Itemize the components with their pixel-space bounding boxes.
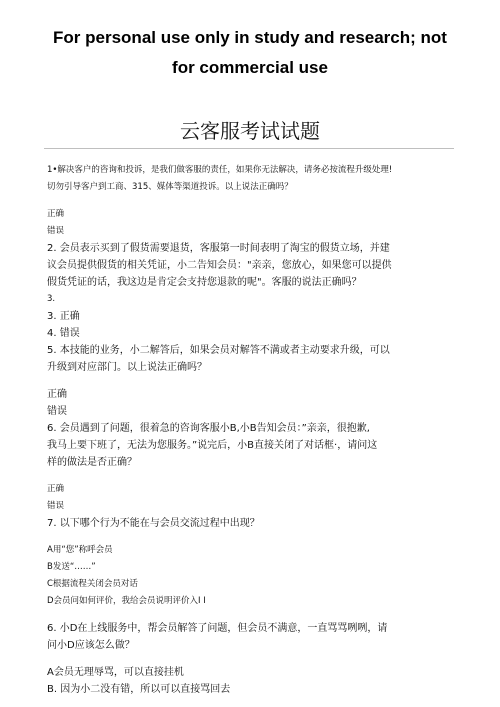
answer-option: 正确 bbox=[47, 484, 65, 494]
question-5-line-1: 5. 本技能的业务，小二解答后，如果会员对解答不满或者主动要求升级，可以 bbox=[47, 345, 390, 356]
answer-option: 错误 bbox=[47, 406, 67, 417]
question-2-line-2: 议会员提供假货的相关凭证，小二告知会员："亲亲，您放心，如果您可以提供 bbox=[47, 260, 392, 271]
question-body bbox=[47, 162, 459, 698]
answer-option: 正确 bbox=[47, 389, 67, 400]
watermark-line-1: For personal use only in study and research; not bbox=[53, 28, 447, 47]
question-1-line-2: 切勿引导客户到工商、315、媒体等渠道投诉。以上说法正确吗？ bbox=[47, 182, 293, 192]
list-item: 3. 正确 bbox=[47, 311, 80, 322]
question-8-line-1: 6. 小D在上线服务中，帮会员解答了问题，但会员不满意，一直骂骂咧咧，请 bbox=[47, 623, 388, 634]
list-item: 3. bbox=[47, 294, 56, 304]
question-2-line-3: 假货凭证的话，我这边是肯定会支持您退款的呢"。客服的说法正确吗？ bbox=[47, 277, 362, 288]
watermark-line-2: for commercial use bbox=[172, 58, 328, 77]
question-1-line-1: 1•解决客户的咨询和投诉，是我们做客服的责任，如果你无法解决，请务必按流程升级处理! bbox=[47, 165, 393, 175]
choice-a: A用“您”称呼会员 bbox=[47, 545, 113, 555]
answer-option: 错误 bbox=[47, 226, 65, 236]
answer-option: 错误 bbox=[47, 501, 65, 511]
answer-option: 正确 bbox=[47, 209, 65, 219]
question-2-line-1: 2. 会员表示买到了假货需要退货，客服第一时间表明了淘宝的假货立场，并建 bbox=[47, 243, 390, 254]
choice-a: A会员无理辱骂，可以直接挂机 bbox=[47, 667, 184, 678]
question-6-line-2: 我马上要下班了，无法为您服务。”说完后，小B直接关闭了对话框·，请问这 bbox=[47, 440, 378, 451]
question-6-line-1: 6. 会员遇到了问题，很着急的咨询客服小B,小B告知会员：”亲亲，很抱歉, bbox=[47, 423, 370, 434]
choice-b: B发送“……” bbox=[47, 562, 96, 572]
question-8-line-2: 问小D应该怎么做？ bbox=[47, 640, 135, 651]
choice-d: D会员问如何评价，我给会员说明评价入I I bbox=[47, 596, 206, 606]
question-6-line-3: 样的做法是否正确？ bbox=[47, 457, 137, 468]
choice-c: C根据流程关闭会员对话 bbox=[47, 579, 138, 589]
question-5-line-2: 升级到对应部门。以上说法正确吗？ bbox=[47, 362, 207, 373]
title-divider bbox=[44, 148, 454, 149]
document-title: 云客服考试试题 bbox=[180, 119, 320, 143]
choice-b: B. 因为小二没有错，所以可以直接骂回去 bbox=[47, 684, 231, 695]
question-7: 7. 以下哪个行为不能在与会员交流过程中出现？ bbox=[47, 518, 260, 529]
list-item: 4. 错误 bbox=[47, 328, 80, 339]
